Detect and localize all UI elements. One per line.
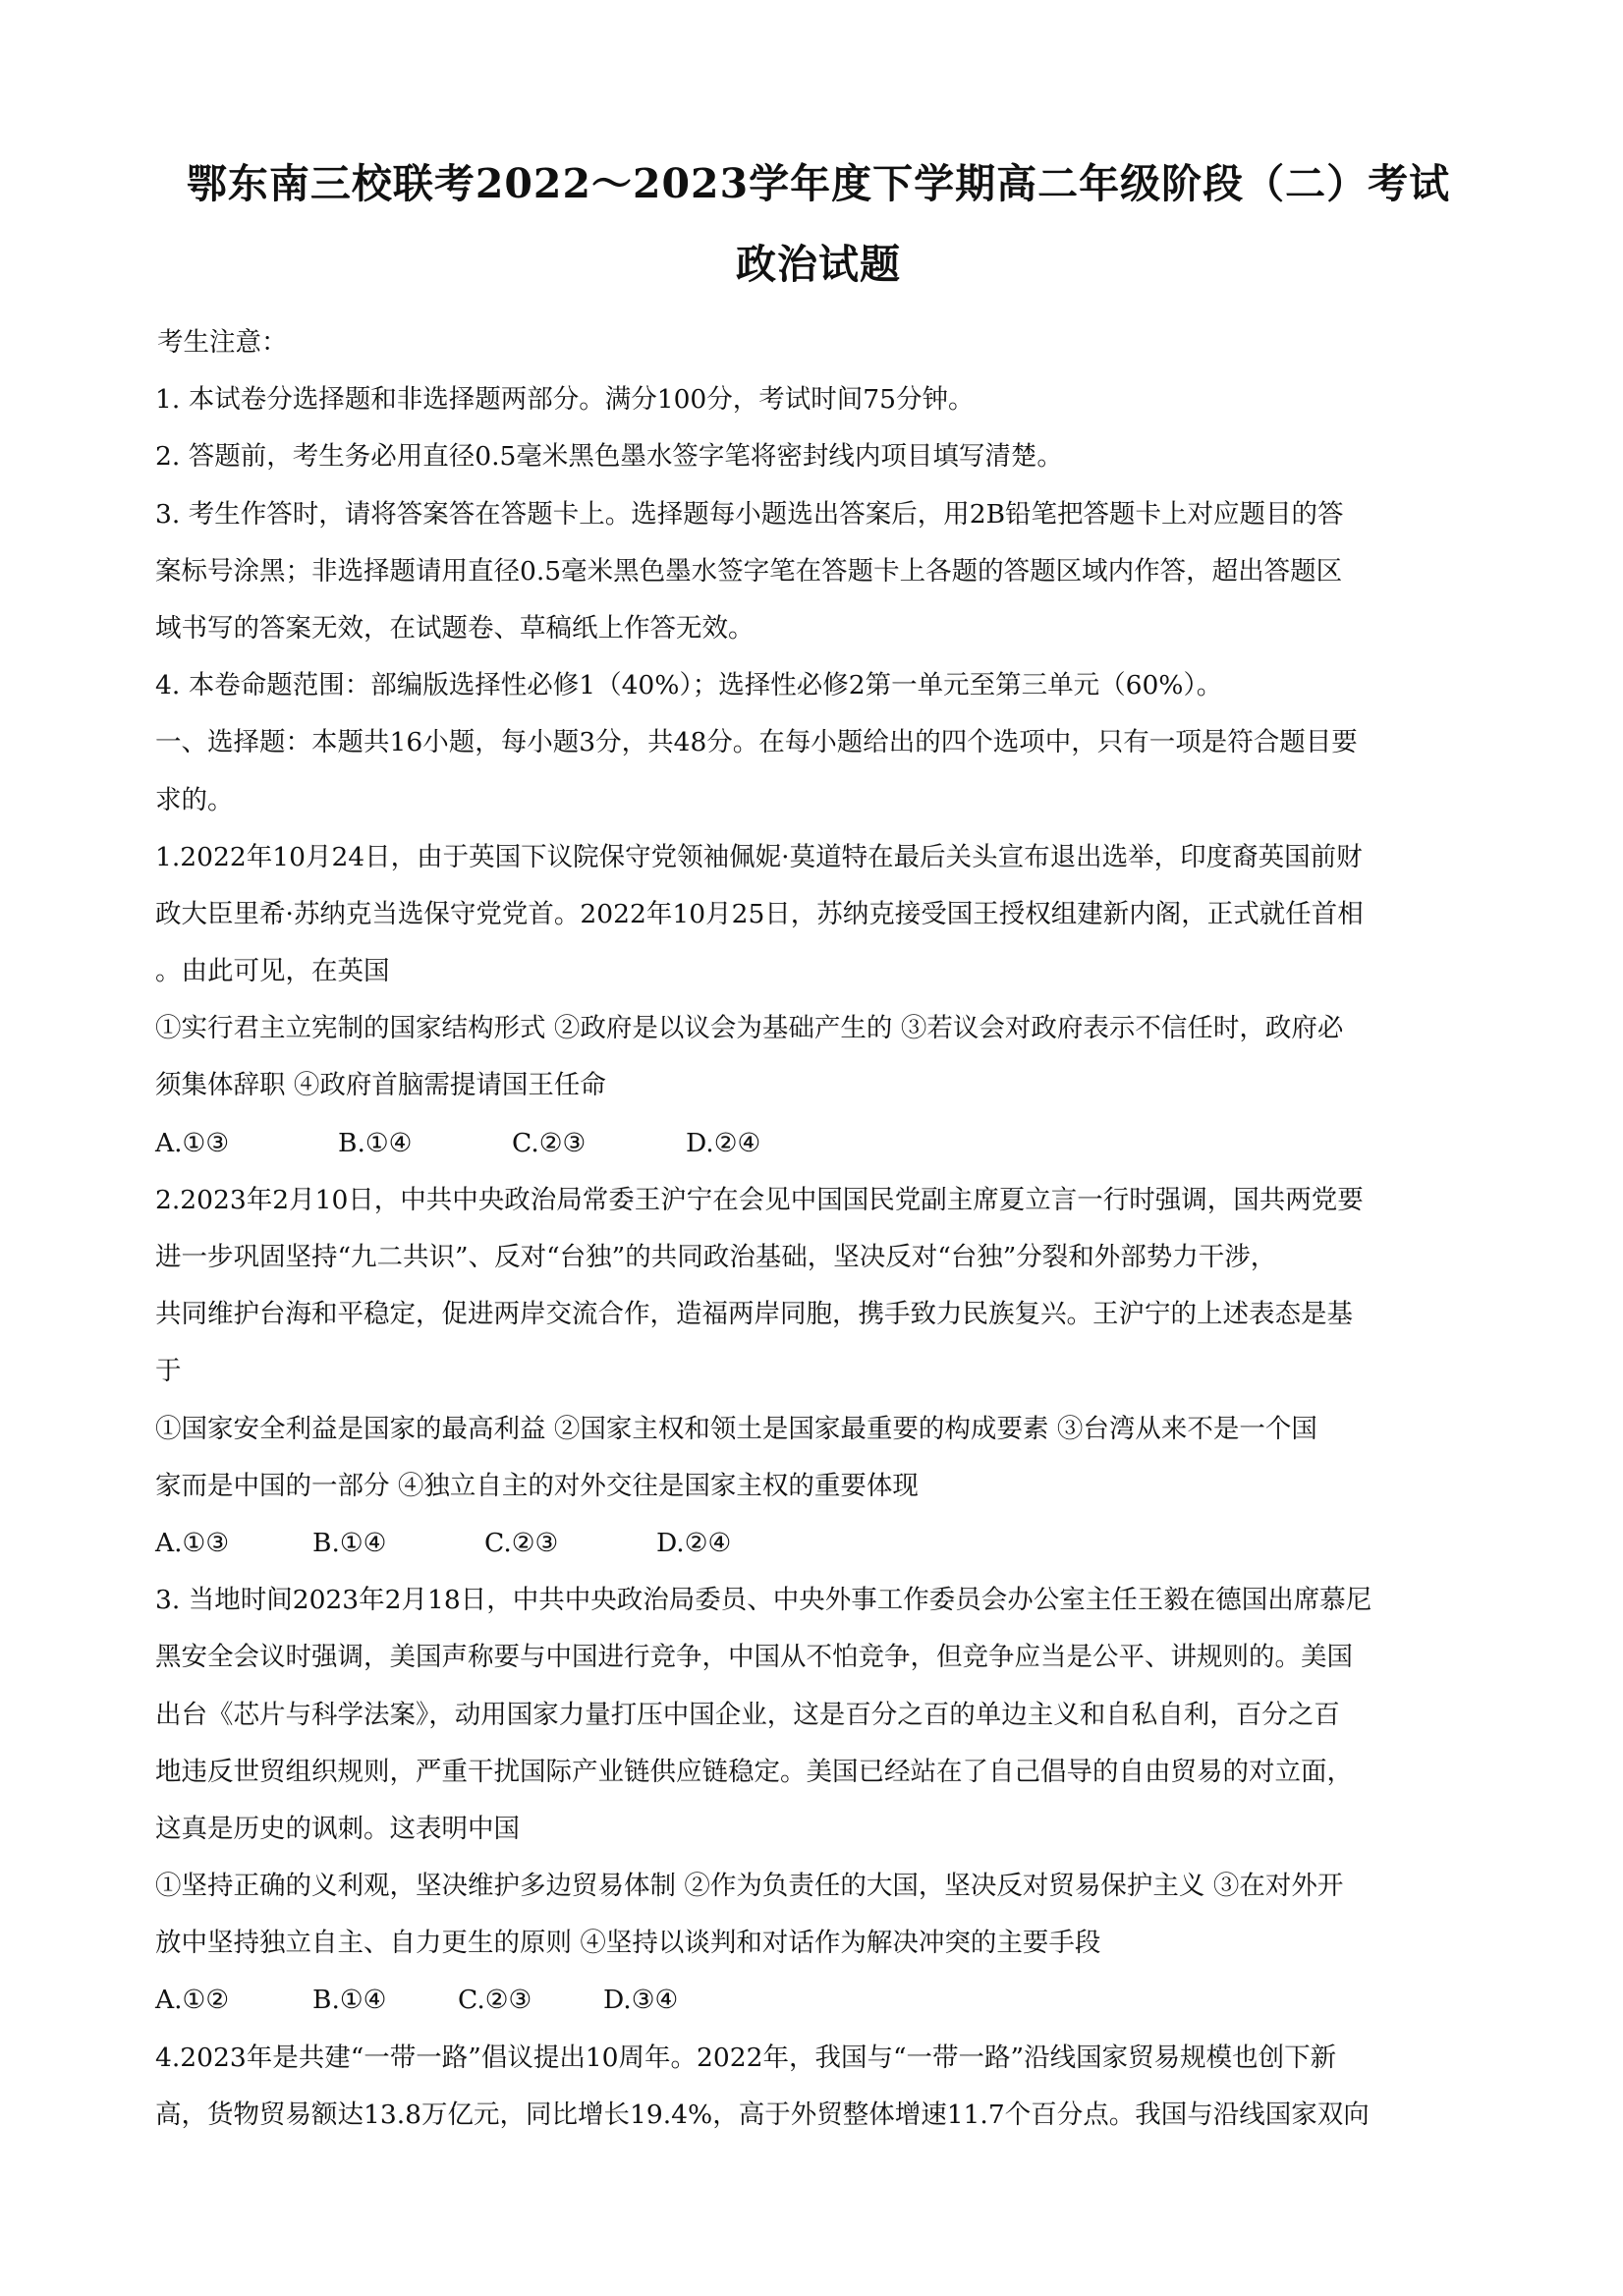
question-4-text: 4.2023年是共建“一带一路”倡议提出10周年。2022年，我国与“一带一路”沿线国家贸易规模也创下新 [155, 2042, 1337, 2073]
note-item: 3. 考生作答时，请将答案答在答题卡上。选择题每小题选出答案后，用2B铅笔把答题卡上对应题目的答 [155, 498, 1344, 530]
question-1-options [155, 1115, 1482, 1172]
question-3-statements: ①坚持正确的义利观，坚决维护多边贸易体制 ②作为负责任的大国，坚决反对贸易保护主义 ③在对外开 [155, 1871, 1344, 1902]
option-d: D.③④ [603, 1985, 679, 2016]
question-1-text: 政大臣里希·苏纳克当选保守党党首。2022年10月25日，苏纳克接受国王授权组建新内阁，正式就任首相 [155, 898, 1364, 929]
question-2-text: 2.2023年2月10日，中共中央政治局常委王沪宁在会见中国国民党副主席夏立言一行时强调，国共两党要 [155, 1184, 1364, 1215]
option-d: D.②④ [686, 1127, 761, 1158]
option-c: C.②③ [484, 1527, 559, 1558]
option-a: A.①② [155, 1985, 230, 2016]
note-item: 2. 答题前，考生务必用直径0.5毫米黑色墨水签字笔将密封线内项目填写清楚。 [155, 441, 1063, 473]
question-2-text: 进一步巩固坚持“九二共识”、反对“台独”的共同政治基础，坚决反对“台独”分裂和外部势力干涉， [155, 1242, 1277, 1272]
question-3-text: 黑安全会议时强调，美国声称要与中国进行竞争，中国从不怕竞争，但竞争应当是公平、讲规则的。美国 [155, 1642, 1353, 1673]
exam-body [155, 314, 1482, 2144]
question-3-statements: 放中坚持独立自主、自力更生的原则 ④坚持以谈判和对话作为解决冲突的主要手段 [155, 1928, 1101, 1959]
question-3-text: 3. 当地时间2023年2月18日，中共中央政治局委员、中央外事工作委员会办公室主任王毅在德国出席慕尼 [155, 1585, 1372, 1616]
question-1-statements: ①实行君主立宪制的国家结构形式 ②政府是以议会为基础产生的 ③若议会对政府表示不信任时，政府必 [155, 1013, 1344, 1044]
question-3-text: 地违反世贸组织规则，严重干扰国际产业链供应链稳定。美国已经站在了自己倡导的自由贸易的对立面， [155, 1756, 1353, 1787]
question-1-statements: 须集体辞职 ④政府首脑需提请国王任命 [155, 1070, 606, 1101]
exam-subject-title: 政治试题 [736, 241, 901, 288]
question-2-text: 共同维护台海和平稳定，促进两岸交流合作，造福两岸同胞，携手致力民族复兴。王沪宁的上述表态是基 [155, 1299, 1353, 1330]
option-c: C.②③ [512, 1127, 587, 1158]
option-d: D.②④ [656, 1527, 732, 1558]
note-item: 域书写的答案无效，在试题卷、草稿纸上作答无效。 [155, 612, 755, 644]
question-1-text: 。由此可见，在英国 [155, 956, 390, 987]
question-2-options [155, 1515, 1482, 1572]
question-3-text: 这真是历史的讽刺。这表明中国 [155, 1813, 520, 1844]
note-item: 1. 本试卷分选择题和非选择题两部分。满分100分，考试时间75分钟。 [155, 384, 975, 416]
question-3-text: 出台《芯片与科学法案》，动用国家力量打压中国企业，这是百分之百的单边主义和自私自利，百分之百 [155, 1699, 1340, 1730]
section-heading: 求的。 [155, 784, 234, 815]
option-a: A.①③ [155, 1127, 230, 1158]
question-3-options [155, 1972, 1482, 2029]
option-a: A.①③ [155, 1527, 230, 1558]
section-heading: 一、选择题：本题共16小题，每小题3分，共48分。在每小题给出的四个选项中，只有一项是符合题目要 [155, 727, 1358, 758]
question-4-text: 高，货物贸易额达13.8万亿元，同比增长19.4%，高于外贸整体增速11.7个百分点。我国与沿线国家双向 [155, 2099, 1370, 2130]
question-1-text: 1.2022年10月24日，由于英国下议院保守党领袖佩妮·莫道特在最后关头宣布退出选举，印度裔英国前财 [155, 841, 1363, 872]
question-2-statements: 家而是中国的一部分 ④独立自主的对外交往是国家主权的重要体现 [155, 1470, 919, 1501]
question-2-text: 于 [155, 1356, 182, 1387]
question-2-statements: ①国家安全利益是国家的最高利益 ②国家主权和领土是国家最重要的构成要素 ③台湾从来不是一个国 [155, 1413, 1317, 1444]
exam-title: 鄂东南三校联考2022～2023学年度下学期高二年级阶段（二）考试 [186, 160, 1451, 207]
option-c: C.②③ [458, 1985, 532, 2016]
option-b: B.①④ [338, 1127, 413, 1158]
option-b: B.①④ [312, 1527, 387, 1558]
note-item: 案标号涂黑；非选择题请用直径0.5毫米黑色墨水签字笔在答题卡上各题的答题区域内作答，超出答题区 [155, 555, 1343, 587]
option-b: B.①④ [312, 1985, 387, 2016]
notes-heading: 考生注意： [157, 327, 288, 358]
note-item: 4. 本卷命题范围：部编版选择性必修1（40%）；选择性必修2第一单元至第三单元（60%）。 [155, 670, 1223, 701]
